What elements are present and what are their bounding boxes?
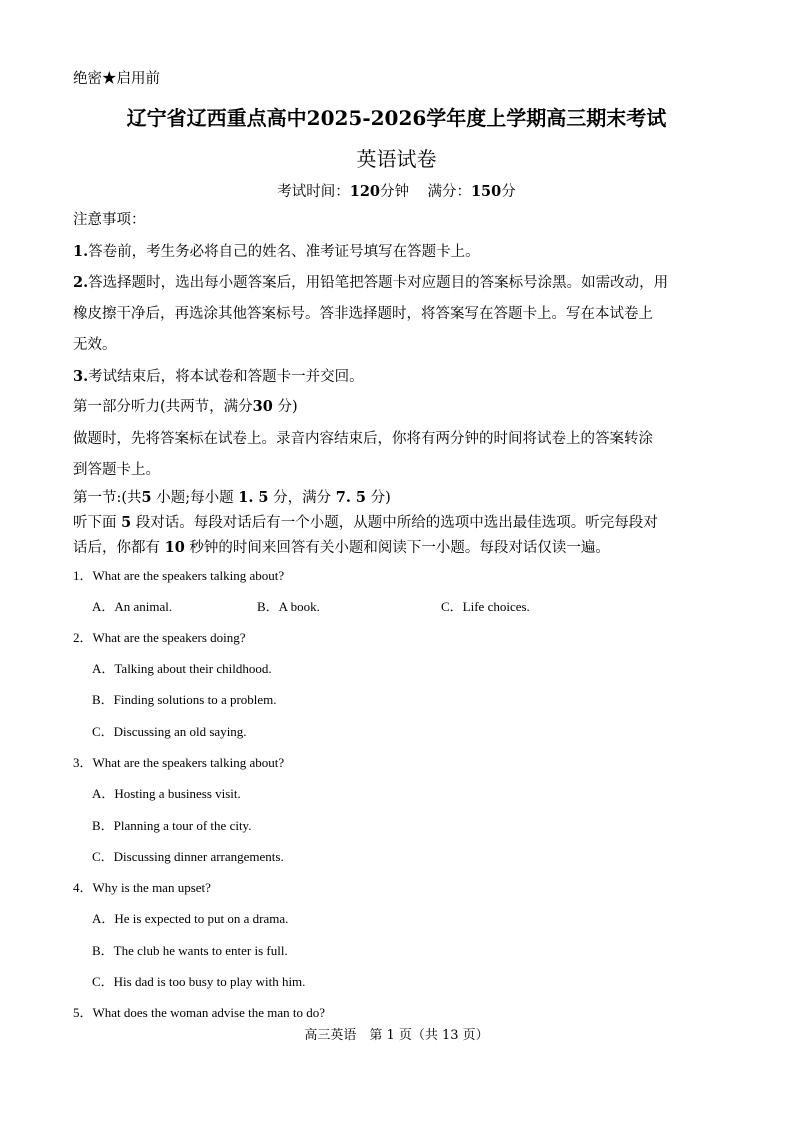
question-2: 2．What are the speakers doing? [73,630,246,645]
notice-item-2-line3: 无效。 [73,337,117,353]
notice-1-text: 答卷前，考生务必将自己的姓名、准考证号填写在答题卡上。 [88,244,480,260]
time-unit: 分钟 [380,184,410,200]
notice-1-number: 1. [73,243,89,260]
notice-3-number: 3. [73,368,89,385]
part1-instruction-line2: 到答题卡上。 [73,462,160,478]
question-4-option-a: A．He is expected to put on a drama. [92,911,289,926]
sec1-n3: 7. 5 [335,489,367,506]
question-3-option-b: B．Planning a tour of the city. [92,818,252,833]
exam-subtitle: 英语试卷 [356,147,437,171]
question-1-option-a: A．An animal. [92,599,173,614]
part1-heading-b: 分) [277,399,298,415]
section1-instruction-line1 [73,511,658,532]
notice-3-text: 考试结束后，将本试卷和答题卡一并交回。 [88,369,364,385]
score-unit: 分 [501,184,516,200]
sec1-l1-n: 5 [121,514,132,531]
notice-item-1 [73,240,480,261]
section1-heading [73,486,391,507]
sec1-n2: 1. 5 [238,489,269,506]
sec1-l1-b: 段对话。每段对话后有一个小题，从题中所给的选项中选出最佳选项。听完每段对 [135,515,658,531]
notice-heading: 注意事项： [73,212,146,228]
question-2-option-c: C．Discussing an old saying. [92,724,247,739]
question-4-option-b: B．The club he wants to enter is full. [92,943,288,958]
time-value: 120 [349,183,381,200]
confidential-label: 绝密★启用前 [73,71,160,87]
part1-heading-num: 30 [252,398,273,415]
exam-time-info [0,180,793,201]
notice-item-3 [73,365,364,386]
question-1-option-b: B．A book. [257,599,320,614]
question-3: 3．What are the speakers talking about? [73,755,285,770]
notice-item-2-line1 [73,271,668,292]
question-4: 4．Why is the man upset? [73,880,211,895]
sec1-d: 分) [370,490,391,506]
sec1-l1-a: 听下面 [73,515,117,531]
part1-heading-a: 第一部分听力(共两节，满分 [73,399,253,415]
sec1-l2-a: 话后，你都有 [73,540,160,556]
sec1-n1: 5 [141,489,152,506]
question-4-option-c: C．His dad is too busy to play with him. [92,974,306,989]
score-label: 满分： [427,184,471,200]
sec1-l2-b: 秒钟的时间来回答有关小题和阅读下一小题。每段对话仅读一遍。 [189,540,610,556]
part1-heading [73,395,298,416]
sec1-l2-n: 10 [164,539,185,556]
question-1-option-c: C．Life choices. [441,599,530,614]
question-2-option-b: B．Finding solutions to a problem. [92,692,277,707]
sec1-b: 小题;每小题 [156,490,234,506]
question-3-option-a: A．Hosting a business visit. [92,786,241,801]
notice-2-number: 2. [73,274,89,291]
sec1-a: 第一节:(共 [73,490,142,506]
section1-instruction-line2 [73,536,610,557]
part1-instruction-line1: 做题时，先将答案标在试卷上。录音内容结束后，你将有两分钟的时间将试卷上的答案转涂 [73,431,653,447]
page-footer: 高三英语 第 1 页（共 13 页） [304,1028,489,1043]
question-2-option-a: A．Talking about their childhood. [92,661,272,676]
score-value: 150 [470,183,502,200]
question-1: 1．What are the speakers talking about? [73,568,285,583]
question-3-option-c: C．Discussing dinner arrangements. [92,849,284,864]
notice-item-2-line2: 橡皮擦干净后，再选涂其他答案标号。答非选择题时，将答案写在答题卡上。写在本试卷上 [73,306,653,322]
question-5: 5．What does the woman advise the man to do? [73,1005,325,1020]
sec1-c: 分，满分 [273,490,332,506]
notice-2-text-1: 答选择题时，选出每小题答案后，用铅笔把答题卡对应题目的答案标号涂黑。如需改动，用 [88,275,669,291]
time-label: 考试时间： [277,184,350,200]
exam-title: 辽宁省辽西重点高中2025-2026学年度上学期高三期末考试 [126,106,667,130]
